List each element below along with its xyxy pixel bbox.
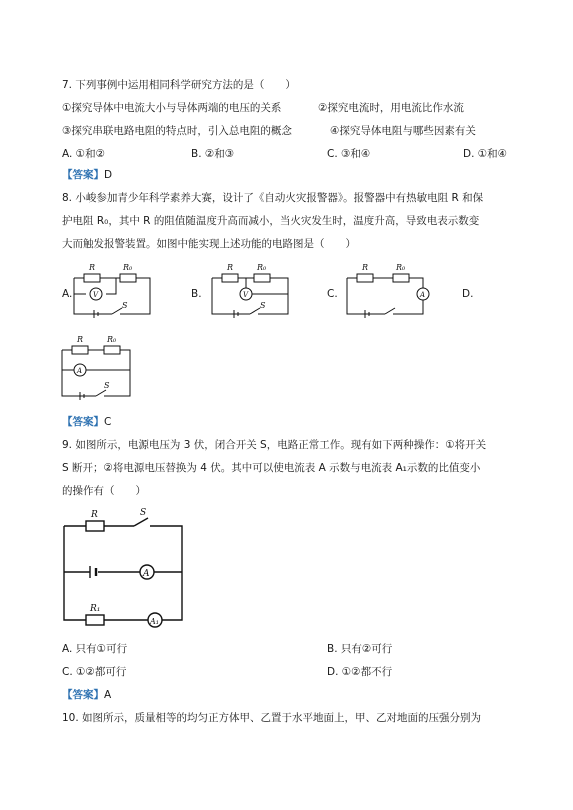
q7-item-1: ①探究导体中电流大小与导体两端的电压的关系 xyxy=(62,102,282,114)
q8-stem-line-3: 大而触发报警装置。如图中能实现上述功能的电路图是（ ） xyxy=(62,238,356,250)
q8-a-s-label: S xyxy=(122,301,128,310)
q10-stem: 10. 如图所示，质量相等的均匀正方体甲、乙置于水平地面上，甲、乙对地面的压强分别为 xyxy=(62,712,482,724)
q8-option-d-letter: D. xyxy=(462,288,474,300)
q9-answer-label: 【答案】 xyxy=(62,689,104,701)
q8-d-r0-label: R₀ xyxy=(107,335,117,344)
q8-d-s-label: S xyxy=(104,381,110,390)
q9-option-a: A. 只有①可行 xyxy=(62,643,128,655)
q8-answer-value: C xyxy=(104,416,112,428)
q8-a-r-label: R xyxy=(89,263,96,272)
q9-answer xyxy=(62,688,111,702)
q8-b-r-label: R xyxy=(227,263,234,272)
q7-stem: 7. 下列事例中运用相同科学研究方法的是（ ） xyxy=(62,79,296,91)
q7-item-4: ④探究导体电阻与哪些因素有关 xyxy=(330,125,476,137)
q7-answer-value: D xyxy=(104,169,113,181)
q9-stem-line-1: 9. 如图所示，电源电压为 3 伏，闭合开关 S，电路正常工作。现有如下两种操作：①将开关 xyxy=(62,439,487,451)
q8-d-a-label: A xyxy=(77,367,83,375)
q9-a-label: A xyxy=(143,569,150,579)
q9-circuit xyxy=(60,506,190,634)
q8-a-r0-label: R₀ xyxy=(123,263,133,272)
q9-stem-line-3: 的操作有（ ） xyxy=(62,485,146,497)
q9-r-label: R xyxy=(91,510,98,520)
q9-option-d: D. ①②都不行 xyxy=(327,666,393,678)
q8-d-r-label: R xyxy=(77,335,84,344)
q9-r1-label: R₁ xyxy=(90,604,101,614)
q8-stem-line-2: 护电阻 R₀，其中 R 的阻值随温度升高而减小，当火灾发生时，温度升高，导致电表示数变 xyxy=(62,215,480,227)
q7-option-b: B. ②和③ xyxy=(191,148,235,160)
q7-item-2: ②探究电流时，用电流比作水流 xyxy=(318,102,464,114)
q8-stem-line-1: 8. 小峻参加青少年科学素养大赛，设计了《自动火灾报警器》。报警器中有热敏电阻 R 和保 xyxy=(62,192,484,204)
q9-answer-value: A xyxy=(104,689,112,701)
q7-item-3: ③探究串联电路电阻的特点时，引入总电阻的概念 xyxy=(62,125,292,137)
q8-option-a-letter: A. xyxy=(62,288,73,300)
q8-circuit-c xyxy=(345,256,429,328)
q8-b-v-label: V xyxy=(243,291,249,299)
q8-c-r0-label: R₀ xyxy=(396,263,406,272)
q8-answer-label: 【答案】 xyxy=(62,416,104,428)
q8-circuit-b xyxy=(210,258,292,328)
q7-option-c: C. ③和④ xyxy=(327,148,371,160)
q8-a-v-label: V xyxy=(93,291,99,299)
q8-circuit-a xyxy=(72,258,154,328)
q8-b-s-label: S xyxy=(260,301,266,310)
q7-option-a: A. ①和② xyxy=(62,148,105,160)
q7-answer xyxy=(62,168,112,182)
q9-option-c: C. ①②都可行 xyxy=(62,666,127,678)
q8-option-b-letter: B. xyxy=(191,288,202,300)
q8-c-a-label: A xyxy=(420,291,426,299)
q9-s-label: S xyxy=(140,508,147,518)
q9-option-b: B. 只有②可行 xyxy=(327,643,393,655)
q8-option-c-letter: C. xyxy=(327,288,338,300)
q9-a1-label: A₁ xyxy=(150,617,159,626)
q9-stem-line-2: S 断开；②将电源电压替换为 4 伏。其中可以使电流表 A 示数与电流表 A₁示数的比值变小 xyxy=(62,462,481,474)
q8-circuit-d xyxy=(58,334,138,410)
q8-answer xyxy=(62,415,111,429)
q7-option-d: D. ①和④ xyxy=(463,148,508,160)
q7-answer-label: 【答案】 xyxy=(62,169,104,181)
q8-b-r0-label: R₀ xyxy=(257,263,267,272)
q8-c-r-label: R xyxy=(362,263,369,272)
